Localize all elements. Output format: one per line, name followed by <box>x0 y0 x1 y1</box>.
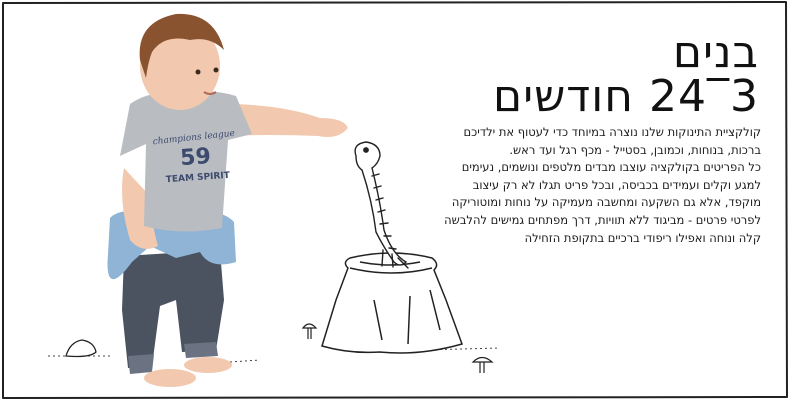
description-line: לפרטי פרטים - מביגוד ללא תוויות, דרך מפתחים גמישים להלבשה <box>444 212 761 227</box>
toddler-foot-left <box>144 369 196 387</box>
description-line: כל הפריטים בקולקציה עוצבו מבדים מלטפים ונושמים, נעימים <box>461 160 761 175</box>
description-line: ברכות, בנוחות, וכמובן, בסטייל - מכף רגל ועד ראש. <box>509 142 761 157</box>
shirt-print-number: 59 <box>179 143 212 172</box>
tree-stump-doodle <box>322 253 462 353</box>
toddler-foot-right <box>184 357 232 373</box>
description-line: למגע וקלים ועמידים בכביסה, ובכל פריט תגלו לא רק עיצוב <box>472 177 761 192</box>
description-line: קולקציית התינוקות שלנו נוצרה במיוחד כדי לעטוף את ילדיכם <box>463 125 761 139</box>
description-line: מוקפד, אלא גם השקעה ומחשבה מעמיקה על נוחות ומוטוריקה <box>451 195 761 210</box>
toddler-photo <box>108 14 349 387</box>
shirt-print-top: champions league <box>152 128 236 148</box>
mushroom-doodle-2 <box>473 358 492 374</box>
collection-description <box>401 124 761 247</box>
mushroom-doodle-1 <box>303 324 316 339</box>
description-line: קלה ונוחה ואפילו ריפודי ברכיים בתקופת הזחילה <box>524 230 761 245</box>
age-range-title: 3‾24 חודשים <box>493 71 759 122</box>
collection-title: בנים <box>672 27 759 78</box>
rock-doodle <box>66 340 96 357</box>
shirt-print-bottom: TEAM SPIRIT <box>165 170 231 186</box>
